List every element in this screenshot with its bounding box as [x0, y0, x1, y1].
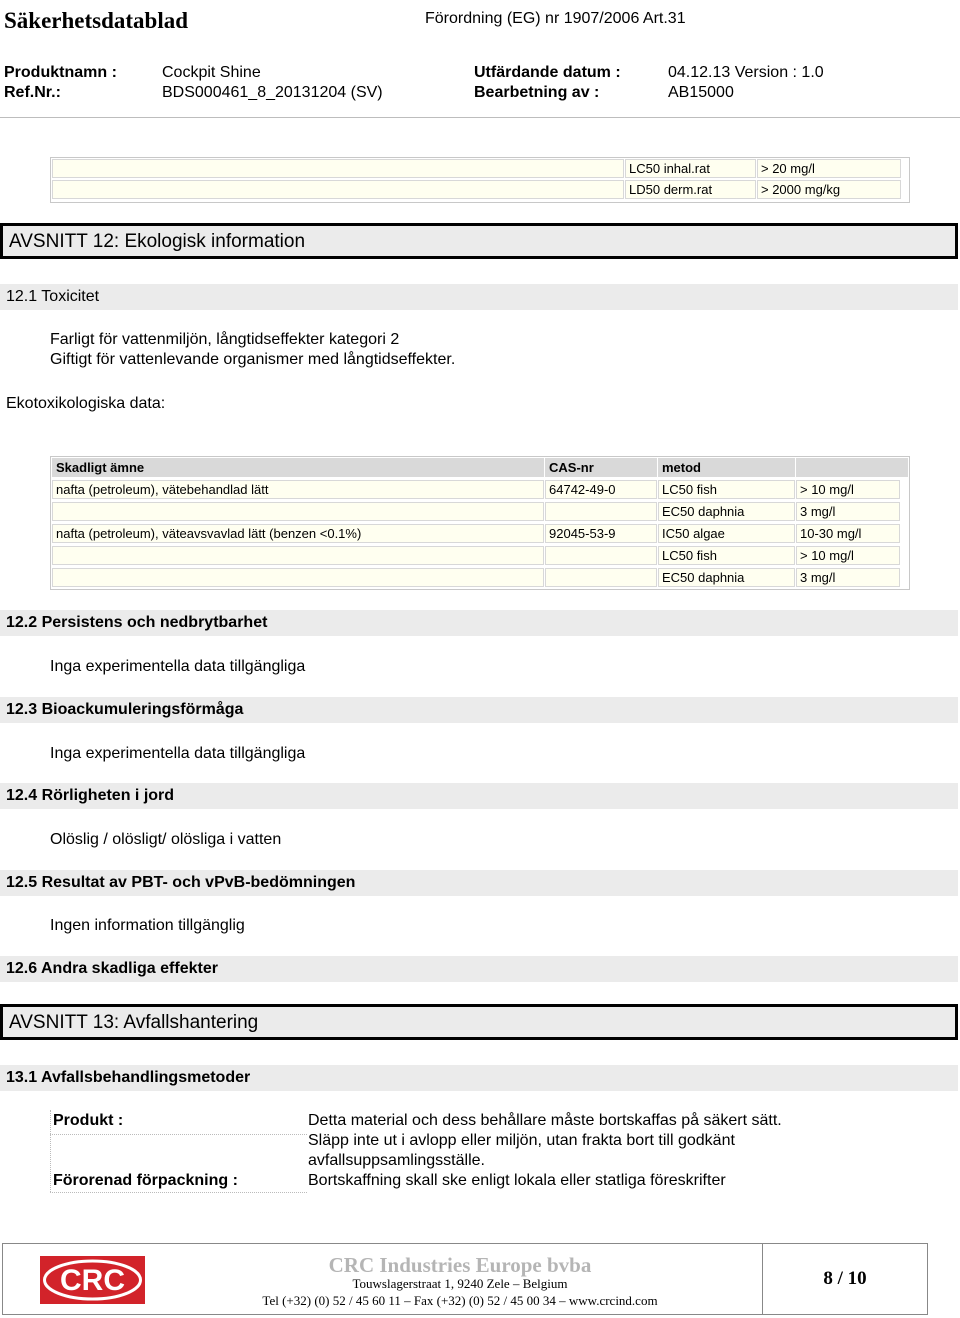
editor-value: AB15000: [668, 84, 734, 101]
substance-cell: [52, 502, 544, 521]
hazard-statement-1: Farligt för vattenmiljön, långtidseffekter kategori 2: [50, 331, 400, 348]
company-contact: Tel (+32) (0) 52 / 45 60 11 – Fax (+32) (0) 52 / 45 00 34 – www.crcind.com: [262, 1293, 658, 1308]
empty-cell: [52, 159, 624, 178]
cas-cell: 64742-49-0: [545, 480, 657, 499]
company-address: Touwslagerstraat 1, 9240 Zele – Belgium: [352, 1276, 568, 1291]
ref-number-value: BDS000461_8_20131204 (SV): [162, 84, 383, 101]
section-13-title: AVSNITT 13: Avfallshantering: [9, 1012, 259, 1033]
mobility-text: Olöslig / olösligt/ olösliga i vatten: [50, 831, 282, 848]
regulation-reference: Förordning (EG) nr 1907/2006 Art.31: [425, 10, 686, 27]
header-divider: [0, 117, 960, 118]
issue-date-value: 04.12.13 Version : 1.0: [668, 64, 824, 81]
pbt-text: Ingen information tillgänglig: [50, 917, 245, 934]
header-value: [796, 458, 908, 477]
company-name: CRC Industries Europe bvba: [328, 1253, 592, 1277]
product-disposal-line-2: Släpp inte ut i avlopp eller miljön, utan frakta bort till godkänt: [308, 1132, 735, 1149]
section-12-header: [0, 223, 958, 259]
packaging-disposal-label: Förorenad förpackning :: [53, 1172, 238, 1189]
product-name-label: Produktnamn :: [4, 64, 117, 81]
ecotox-table: [50, 456, 910, 590]
product-disposal-line-1: Detta material och dess behållare måste bortskaffas på säkert sätt.: [308, 1112, 782, 1129]
ref-number-label: Ref.Nr.:: [4, 84, 61, 101]
packaging-disposal-text: Bortskaffning skall ske enligt lokala eller statliga föreskrifter: [308, 1172, 726, 1189]
label-underline: [50, 1134, 307, 1135]
subsection-12-6-title: 12.6 Andra skadliga effekter: [6, 960, 218, 977]
header-method: metod: [658, 458, 795, 477]
method-cell: EC50 daphnia: [658, 502, 795, 521]
hazard-statement-2: Giftigt för vattenlevande organismer med långtidseffekter.: [50, 351, 456, 368]
subsection-12-1-header: [0, 284, 958, 310]
method-cell: LC50 fish: [658, 480, 795, 499]
cas-cell: [545, 568, 657, 587]
method-cell: EC50 daphnia: [658, 568, 795, 587]
value-cell: 3 mg/l: [796, 502, 900, 521]
section-13-header: [0, 1004, 958, 1040]
document-title: Säkerhetsdatablad: [4, 8, 189, 33]
value-cell: 10-30 mg/l: [796, 524, 900, 543]
label-underline: [50, 1192, 307, 1193]
label-left-rule: [50, 1110, 51, 1192]
value-cell: > 10 mg/l: [796, 480, 900, 499]
substance-cell: nafta (petroleum), vätebehandlad lätt: [52, 480, 544, 499]
svg-text:CRC: CRC: [60, 1264, 125, 1297]
ecotox-data-label: Ekotoxikologiska data:: [6, 395, 166, 412]
subsection-12-2-header: [0, 610, 958, 636]
editor-label: Bearbetning av :: [474, 84, 600, 101]
product-disposal-line-3: avfallsuppsamlingsställe.: [308, 1152, 485, 1169]
cas-cell: 92045-53-9: [545, 524, 657, 543]
subsection-12-1-title: 12.1 Toxicitet: [6, 288, 100, 305]
subsection-12-4-header: [0, 783, 958, 809]
method-cell: IC50 algae: [658, 524, 795, 543]
subsection-12-5-title: 12.5 Resultat av PBT- och vPvB-bedömningen: [6, 874, 356, 891]
subsection-12-5-header: [0, 870, 958, 896]
method-cell: LC50 fish: [658, 546, 795, 565]
page-number: 8 / 10: [823, 1268, 867, 1289]
subsection-13-1-header: [0, 1065, 958, 1091]
empty-cell: [52, 180, 624, 199]
substance-cell: nafta (petroleum), väteavsvavlad lätt (benzen <0.1%): [52, 524, 544, 543]
header-substance: Skadligt ämne: [52, 458, 544, 477]
value-cell: > 2000 mg/kg: [757, 180, 901, 199]
product-name-value: Cockpit Shine: [162, 64, 261, 81]
subsection-12-2-title: 12.2 Persistens och nedbrytbarhet: [6, 614, 268, 631]
subsection-12-6-header: [0, 956, 958, 982]
section-12-title: AVSNITT 12: Ekologisk information: [9, 231, 306, 252]
cas-cell: [545, 546, 657, 565]
subsection-12-4-title: 12.4 Rörligheten i jord: [6, 787, 175, 804]
value-cell: > 10 mg/l: [796, 546, 900, 565]
issue-date-label: Utfärdande datum :: [474, 64, 621, 81]
subsection-13-1-title: 13.1 Avfallsbehandlingsmetoder: [6, 1069, 251, 1086]
substance-cell: [52, 568, 544, 587]
acute-toxicity-table: [50, 157, 910, 203]
subsection-12-3-header: [0, 697, 958, 723]
cas-cell: [545, 502, 657, 521]
persistence-text: Inga experimentella data tillgängliga: [50, 658, 306, 675]
method-cell: LD50 derm.rat: [625, 180, 756, 199]
crc-logo: [40, 1256, 145, 1304]
header-cas: CAS-nr: [545, 458, 657, 477]
subsection-12-3-title: 12.3 Bioackumuleringsförmåga: [6, 701, 244, 718]
value-cell: 3 mg/l: [796, 568, 900, 587]
substance-cell: [52, 546, 544, 565]
value-cell: > 20 mg/l: [757, 159, 901, 178]
bioaccumulation-text: Inga experimentella data tillgängliga: [50, 745, 306, 762]
product-disposal-label: Produkt :: [53, 1112, 124, 1129]
method-cell: LC50 inhal.rat: [625, 159, 756, 178]
